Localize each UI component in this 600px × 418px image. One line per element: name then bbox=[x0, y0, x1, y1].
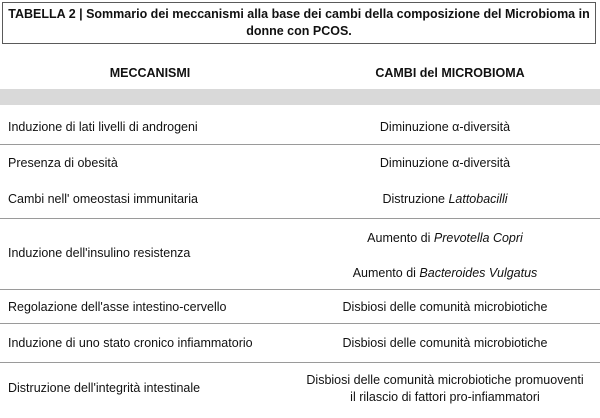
row-4-change-em-1: Prevotella Copri bbox=[433, 231, 523, 245]
row-2-change bbox=[300, 155, 590, 172]
row-1-mechanism: Induzione di lati livelli di androgeni bbox=[8, 120, 198, 134]
row-5-change-text: Disbiosi delle comunità microbiotiche bbox=[342, 300, 548, 314]
row-3-mechanism: Cambi nell' omeostasi immunitaria bbox=[8, 192, 198, 206]
row-1-change-text: Diminuzione bbox=[379, 120, 453, 134]
row-4-mechanism: Induzione dell'insulino resistenza bbox=[8, 246, 191, 260]
row-3-change bbox=[300, 191, 590, 208]
row-5-mechanism: Regolazione dell'asse intestino-cervello bbox=[8, 300, 227, 314]
row-4-change-line-2 bbox=[300, 265, 590, 282]
table-caption bbox=[2, 2, 596, 44]
row-7-change-line-1: Disbiosi delle comunità microbiotiche promuoventi bbox=[306, 373, 584, 387]
row-7-change-line-2: il rilascio di fattori pro-infiammatori bbox=[350, 390, 540, 404]
row-divider bbox=[0, 323, 600, 324]
row-2-change-post: α-diversità bbox=[452, 156, 511, 170]
row-6-change-text: Disbiosi delle comunità microbiotiche bbox=[342, 336, 548, 350]
row-4-change-text-1: Aumento di bbox=[367, 231, 434, 245]
caption-line-1: TABELLA 2 | Sommario dei meccanismi alla base dei cambi della composizione del Microbioma in bbox=[8, 7, 590, 21]
row-1-change-post: α-diversità bbox=[452, 120, 511, 134]
row-3-change-em: Lattobacilli bbox=[448, 192, 508, 206]
row-6-mechanism: Induzione di uno stato cronico infiammatorio bbox=[8, 336, 253, 350]
row-divider bbox=[0, 289, 600, 290]
row-2-mechanism: Presenza di obesità bbox=[8, 156, 118, 170]
header-microbiome-changes: CAMBI del MICROBIOMA bbox=[375, 66, 525, 80]
row-1-change bbox=[300, 119, 590, 136]
row-4-change-em-2: Bacteroides Vulgatus bbox=[419, 266, 538, 280]
row-3-change-text: Distruzione bbox=[382, 192, 449, 206]
header-shaded-band bbox=[0, 89, 600, 105]
row-5-change bbox=[300, 299, 590, 316]
caption-line-2: donne con PCOS. bbox=[246, 24, 352, 38]
row-divider bbox=[0, 218, 600, 219]
row-2-change-text: Diminuzione bbox=[379, 156, 453, 170]
header-mechanisms: MECCANISMI bbox=[109, 66, 191, 80]
row-6-change bbox=[300, 335, 590, 352]
row-divider bbox=[0, 144, 600, 145]
row-divider bbox=[0, 362, 600, 363]
row-4-change-text-2: Aumento di bbox=[352, 266, 420, 280]
row-7-mechanism: Distruzione dell'integrità intestinale bbox=[8, 381, 201, 395]
row-4-change-line-1 bbox=[300, 230, 590, 247]
